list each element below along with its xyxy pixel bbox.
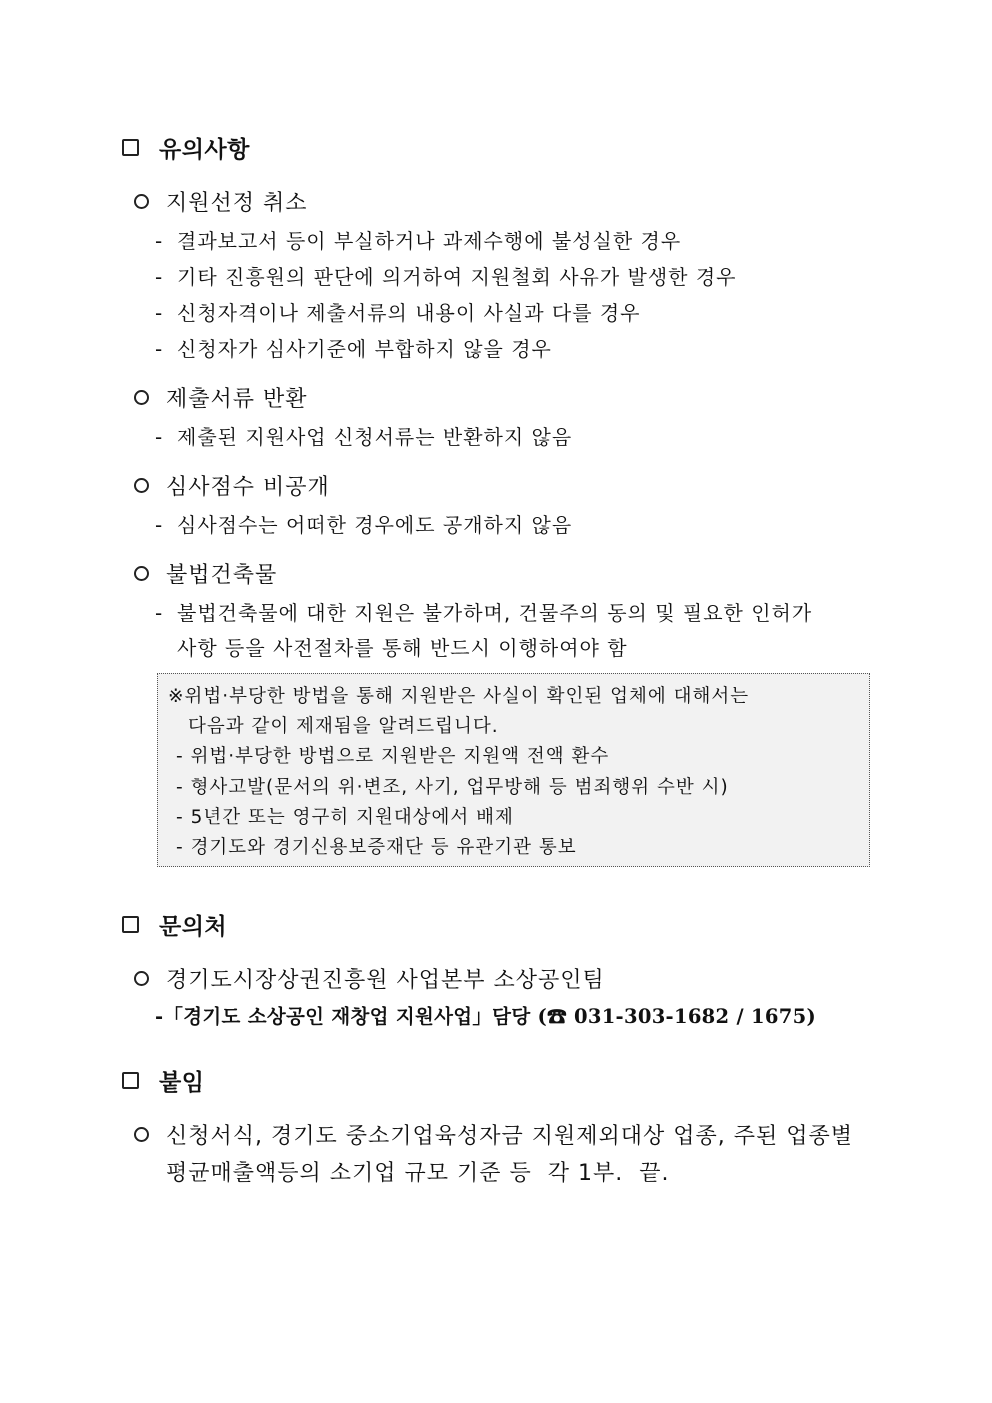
- subsection-return: [134, 382, 308, 413]
- checkbox-square-icon: [122, 916, 139, 933]
- list-item: - 기타 진흥원의 판단에 의거하여 지원철회 사유가 발생한 경우: [155, 265, 737, 289]
- notice-line: 다음과 같이 제재됨을 알려드립니다.: [188, 716, 499, 737]
- inquiry-org: [134, 963, 605, 994]
- section-notes-title: 유의사항: [159, 137, 250, 163]
- attachment-continuation: [166, 1156, 669, 1187]
- attachment-item: [134, 1119, 853, 1150]
- section-attachment: [122, 1064, 204, 1097]
- circle-bullet-icon: [134, 566, 149, 581]
- subsection-illegal-heading: 불법건축물: [166, 563, 278, 588]
- inquiry-contact: -「경기도 소상공인 재창업 지원사업」담당 (☎ 031-303-1682 / 1675): [155, 1005, 817, 1028]
- notice-item: - 위법·부당한 방법으로 지원받은 지원액 전액 환수: [176, 746, 610, 767]
- notice-item: - 형사고발(문서의 위·변조, 사기, 업무방해 등 범죄행위 수반 시): [176, 777, 729, 798]
- list-item: - 결과보고서 등이 부실하거나 과제수행에 불성실한 경우: [155, 229, 682, 253]
- notice-line: ※위법·부당한 방법을 통해 지원받은 사실이 확인된 업체에 대해서는: [168, 686, 750, 707]
- subsection-cancel: [134, 186, 308, 217]
- notice-item: - 5년간 또는 영구히 지원대상에서 배제: [176, 807, 514, 828]
- list-item: - 신청자가 심사기준에 부합하지 않을 경우: [155, 337, 552, 361]
- circle-bullet-icon: [134, 971, 149, 986]
- section-inquiry: [122, 908, 227, 941]
- list-item-continuation: 사항 등을 사전절차를 통해 반드시 이행하여야 함: [177, 636, 628, 660]
- section-inquiry-title: 문의처: [159, 914, 228, 940]
- subsection-return-heading: 제출서류 반환: [166, 387, 308, 412]
- subsection-illegal: [134, 558, 277, 589]
- section-attachment-title: 붙임: [159, 1070, 205, 1096]
- circle-bullet-icon: [134, 478, 149, 493]
- attachment-line1: 신청서식, 경기도 중소기업육성자금 지원제외대상 업종, 주된 업종별: [166, 1124, 854, 1149]
- inquiry-org-text: 경기도시장상권진흥원 사업본부 소상공인팀: [166, 968, 605, 993]
- circle-bullet-icon: [134, 390, 149, 405]
- subsection-cancel-heading: 지원선정 취소: [166, 191, 308, 216]
- subsection-score-heading: 심사점수 비공개: [166, 475, 330, 500]
- notice-item: - 경기도와 경기신용보증재단 등 유관기관 통보: [176, 837, 577, 858]
- section-notes: [122, 131, 250, 164]
- checkbox-square-icon: [122, 1072, 139, 1089]
- circle-bullet-icon: [134, 194, 149, 209]
- list-item: - 심사점수는 어떠한 경우에도 공개하지 않음: [155, 513, 573, 537]
- list-item: - 불법건축물에 대한 지원은 불가하며, 건물주의 동의 및 필요한 인허가: [155, 601, 813, 625]
- subsection-score: [134, 470, 330, 501]
- list-item: - 제출된 지원사업 신청서류는 반환하지 않음: [155, 425, 573, 449]
- list-item: - 신청자격이나 제출서류의 내용이 사실과 다를 경우: [155, 301, 641, 325]
- circle-bullet-icon: [134, 1127, 149, 1142]
- checkbox-square-icon: [122, 139, 139, 156]
- sanction-notice-box: [157, 673, 870, 867]
- attachment-line2: 평균매출액등의 소기업 규모 기준 등 각 1부. 끝.: [166, 1161, 670, 1186]
